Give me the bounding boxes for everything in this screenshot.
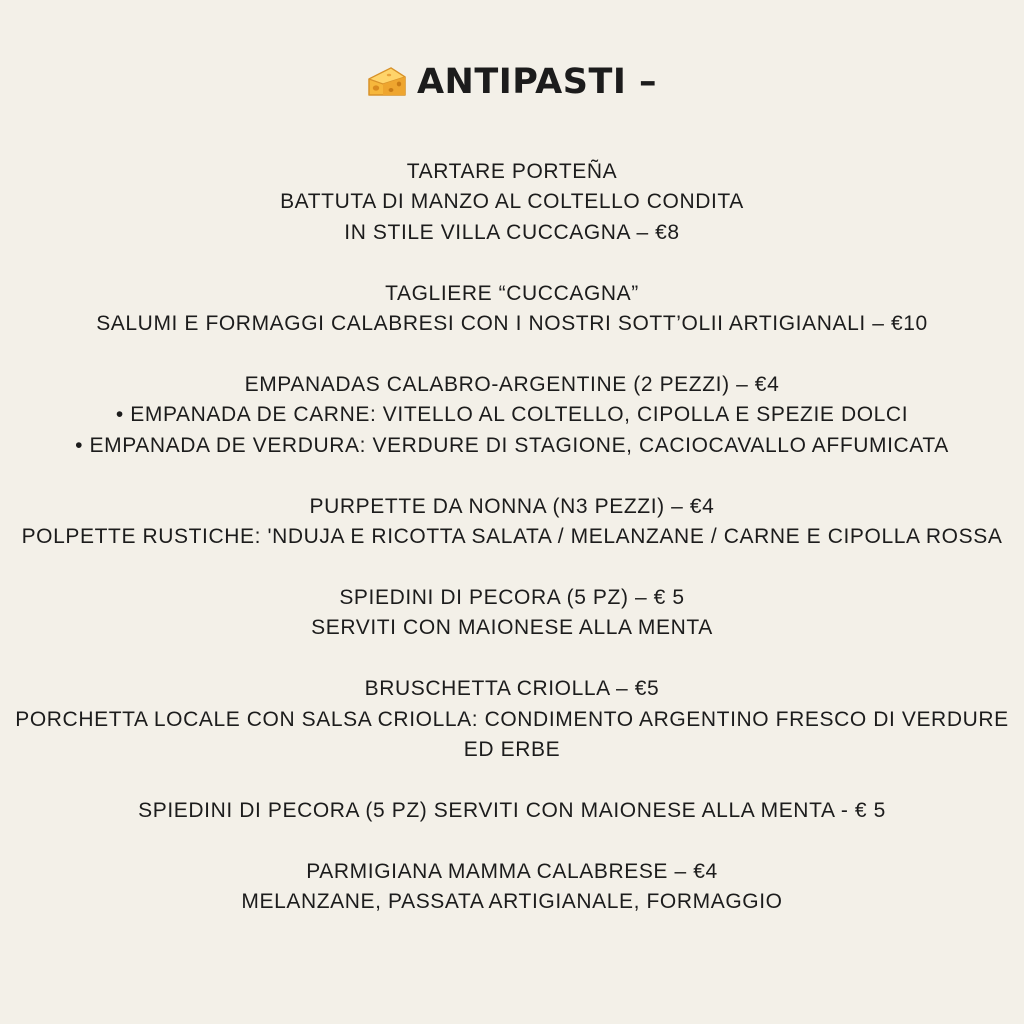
item-option: • EMPANADA DE CARNE: VITELLO AL COLTELLO, CIPOLLA E SPEZIE DOLCI (115, 403, 909, 427)
menu-item-spiedini-2 (0, 796, 1024, 826)
menu-item-bruschetta (0, 674, 1024, 765)
item-name: PARMIGIANA MAMMA CALABRESE – €4 (306, 860, 718, 883)
section-header (0, 58, 1024, 106)
item-description: IN STILE VILLA CUCCAGNA – €8 (344, 220, 680, 244)
item-description: SERVITI CON MAIONESE ALLA MENTA (311, 616, 713, 640)
item-description: BATTUTA DI MANZO AL COLTELLO CONDITA (280, 190, 744, 214)
item-name: BRUSCHETTA CRIOLLA – €5 (364, 677, 660, 701)
item-description: SALUMI E FORMAGGI CALABRESI CON I NOSTRI SOTT’OLII ARTIGIANALI – €10 (96, 312, 928, 336)
item-name: TARTARE PORTEÑA (406, 160, 618, 183)
menu-list (0, 157, 1024, 948)
item-name: EMPANADAS CALABRO-ARGENTINE (2 PEZZI) – €4 (244, 373, 780, 397)
item-option: • EMPANADA DE VERDURA: VERDURE DI STAGIONE, CACIOCAVALLO AFFUMICATA (75, 433, 949, 457)
menu-item-spiedini (0, 583, 1024, 644)
item-name: TAGLIERE “CUCCAGNA” (385, 281, 639, 305)
item-name: PURPETTE DA NONNA (N3 PEZZI) – €4 (309, 494, 715, 518)
page-title: ANTIPASTI – (416, 62, 658, 102)
menu-item-purpette (0, 492, 1024, 553)
item-name: SPIEDINI DI PECORA (5 PZ) SERVITI CON MAIONESE ALLA MENTA - € 5 (138, 799, 886, 823)
cheese-icon (367, 65, 407, 99)
menu-item-tartare (0, 157, 1024, 248)
item-name: SPIEDINI DI PECORA (5 PZ) – € 5 (339, 586, 685, 610)
menu-item-tagliere (0, 279, 1024, 340)
item-description: PORCHETTA LOCALE CON SALSA CRIOLLA: CONDIMENTO ARGENTINO FRESCO DI VERDURE ED ERBE (15, 707, 1009, 762)
item-description: POLPETTE RUSTICHE: 'NDUJA E RICOTTA SALATA / MELANZANE / CARNE E CIPOLLA ROSSA (21, 525, 1003, 549)
menu-item-parmigiana (0, 857, 1024, 918)
menu-item-empanadas (0, 370, 1024, 461)
item-description: MELANZANE, PASSATA ARTIGIANALE, FORMAGGIO (241, 890, 783, 914)
